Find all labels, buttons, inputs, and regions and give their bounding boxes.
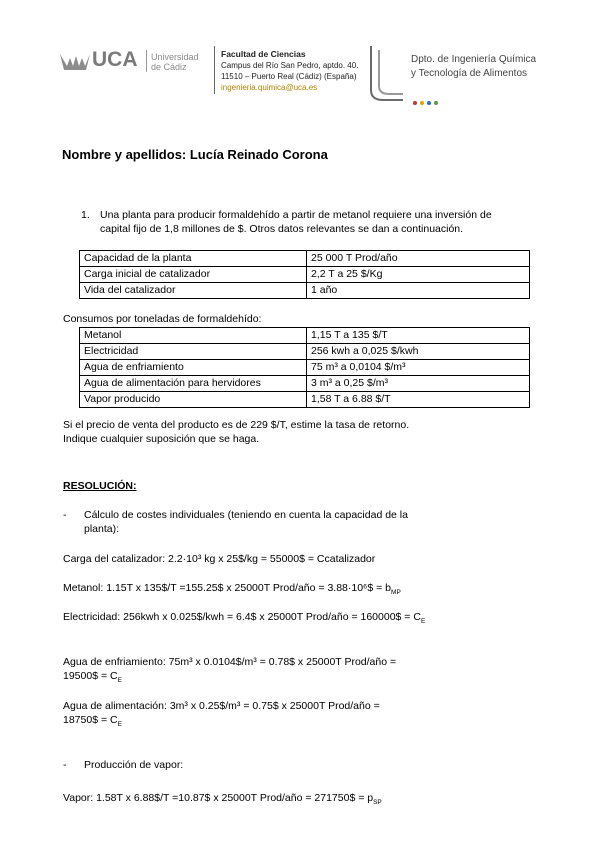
table-cell: Electricidad — [80, 344, 307, 360]
calc-alimentacion-sub: E — [117, 721, 122, 729]
uca-birds-icon — [58, 46, 92, 74]
calc-alimentacion — [63, 699, 443, 732]
uca-logo-separator — [146, 50, 147, 72]
calc-enfriamiento-line2 — [63, 669, 443, 688]
calc-alimentacion-line2-text: 18750$ = C — [63, 714, 118, 726]
bullet-costs — [63, 508, 443, 536]
plant-data-table — [79, 250, 530, 299]
table-row — [80, 283, 530, 299]
calc-electricidad-sub: E — [420, 618, 426, 626]
uca-logo — [58, 44, 208, 78]
consumption-label: Consumos por toneladas de formaldehído: — [63, 313, 262, 325]
faculty-address-2: 11510 – Puerto Real (Cádiz) (España) — [221, 72, 357, 81]
department-name-line2: y Tecnología de Alimentos — [411, 68, 528, 79]
table-row — [80, 267, 530, 283]
calc-vapor-text: Vapor: 1.58T x 6.88$/T =10.87$ x 25000T Prod/año = 271750$ = p — [63, 792, 374, 804]
table-cell: 75 m³ a 0,0104 $/m³ — [307, 360, 530, 376]
consumption-table — [79, 327, 530, 408]
calc-alimentacion-line2 — [63, 713, 443, 732]
bullet-vapor — [63, 758, 443, 772]
calc-enfriamiento-line2-text: 19500$ = C — [63, 670, 118, 682]
table-row — [80, 392, 530, 408]
table-cell: Capacidad de la planta — [80, 251, 307, 267]
calc-enfriamiento — [63, 655, 443, 688]
table-cell: 1 año — [307, 283, 530, 299]
department-logo — [363, 42, 543, 106]
faculty-address-1: Campus del Río San Pedro, aptdo. 40. — [221, 61, 359, 70]
table-row — [80, 360, 530, 376]
faculty-email-link[interactable]: ingenieria.quimica@uca.es — [221, 83, 318, 92]
student-name: Nombre y apellidos: Lucía Reinado Corona — [62, 147, 328, 162]
calc-metanol — [63, 581, 443, 600]
dot-icon — [434, 101, 438, 105]
calc-enfriamiento-line1: Agua de enfriamiento: 75m³ x 0.0104$/m³ = 0.78$ x 25000T Prod/año = — [63, 656, 397, 668]
table-cell: 1,15 T a 135 $/T — [307, 328, 530, 344]
table-cell: 25 000 T Prod/año — [307, 251, 530, 267]
resolution-title: RESOLUCIÓN: — [63, 480, 137, 492]
department-name — [411, 53, 536, 81]
table-cell: Agua de alimentación para hervidores — [80, 376, 307, 392]
dot-icon — [427, 101, 431, 105]
problem-number: 1. — [81, 209, 90, 221]
calc-enfriamiento-sub: E — [117, 677, 122, 685]
calc-catalizador: Carga del catalizador: 2.2·10³ kg x 25$/kg = 55000$ = Ccatalizador — [63, 553, 376, 565]
calc-electricidad — [63, 610, 443, 629]
table-cell: 3 m³ a 0,25 $/m³ — [307, 376, 530, 392]
table-cell: Vida del catalizador — [80, 283, 307, 299]
uca-logo-subtitle — [151, 52, 199, 72]
calc-metanol-text: Metanol: 1.15T x 135$/T =155.25$ x 25000T Prod/año = 3.88·10⁶$ = b — [63, 582, 392, 594]
calc-metanol-sub: MP — [391, 589, 401, 597]
faculty-block — [221, 49, 358, 93]
table-cell: 256 kwh a 0,025 $/kwh — [307, 344, 530, 360]
question-line-1: Si el precio de venta del producto es de 229 $/T, estime la tasa de retorno. — [63, 419, 410, 431]
color-dots — [413, 92, 441, 110]
uca-logo-text: UCA — [92, 48, 138, 71]
bullet-costs-text: Cálculo de costes individuales (teniendo en cuenta la capacidad de la planta): — [84, 509, 408, 535]
table-cell: 1,58 T a 6.88 $/T — [307, 392, 530, 408]
problem-text: Una planta para producir formaldehído a partir de metanol requiere una inversión de capital fijo de 1,8 millones de $. Otros datos relevantes se dan a continuación. — [100, 209, 492, 235]
calc-vapor-sub: SP — [373, 799, 382, 807]
bullet-dash: - — [63, 509, 67, 521]
uca-subtitle-line2: de Cádiz — [151, 62, 187, 72]
table-cell: 2,2 T a 25 $/Kg — [307, 267, 530, 283]
header-divider — [214, 46, 215, 94]
table-row — [80, 376, 530, 392]
table-row — [80, 328, 530, 344]
calc-vapor — [63, 791, 443, 810]
department-name-line1: Dpto. de Ingeniería Química — [411, 54, 537, 65]
table-cell: Carga inicial de catalizador — [80, 267, 307, 283]
uca-subtitle-line1: Universidad — [151, 52, 199, 62]
table-cell: Agua de enfriamiento — [80, 360, 307, 376]
flask-icon — [363, 42, 407, 104]
bullet-vapor-text: Producción de vapor: — [84, 759, 184, 771]
bullet-dash: - — [63, 759, 67, 771]
table-row — [80, 344, 530, 360]
dot-icon — [420, 101, 424, 105]
question-line-2: Indique cualquier suposición que se haga. — [63, 433, 260, 445]
table-row — [80, 251, 530, 267]
calc-electricidad-text: Electricidad: 256kwh x 0.025$/kwh = 6.4$ x 25000T Prod/año = 160000$ = C — [63, 611, 421, 623]
table-cell: Metanol — [80, 328, 307, 344]
problem-statement — [81, 208, 521, 236]
table-cell: Vapor producido — [80, 392, 307, 408]
dot-icon — [413, 101, 417, 105]
calc-alimentacion-line1: Agua de alimentación: 3m³ x 0.25$/m³ = 0.75$ x 25000T Prod/año = — [63, 700, 380, 712]
faculty-title: Facultad de Ciencias — [221, 49, 306, 59]
